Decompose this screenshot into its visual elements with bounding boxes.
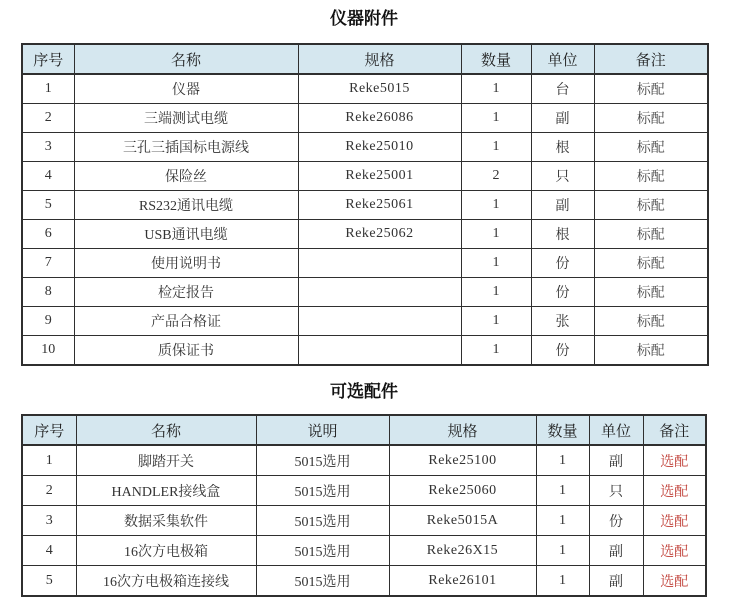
table-cell: 3	[22, 133, 74, 162]
table-cell: 1	[461, 220, 531, 249]
table-cell: 标配	[594, 104, 708, 133]
table-cell: Reke25001	[298, 162, 461, 191]
table-row	[22, 104, 708, 133]
table-cell: 16次方电极箱	[76, 536, 256, 566]
column-header: 备注	[643, 415, 706, 445]
table-cell	[298, 307, 461, 336]
table-row	[22, 249, 708, 278]
table-cell: 1	[22, 74, 74, 104]
table-cell: 张	[531, 307, 594, 336]
table-cell: Reke5015A	[389, 506, 536, 536]
table-cell: 台	[531, 74, 594, 104]
table-row	[22, 74, 708, 104]
table-cell: 1	[461, 278, 531, 307]
table-cell: 标配	[594, 191, 708, 220]
table-cell: 1	[461, 104, 531, 133]
table-cell: 选配	[643, 506, 706, 536]
table-cell: 2	[22, 476, 76, 506]
table-cell: 选配	[643, 536, 706, 566]
table-cell: USB通讯电缆	[74, 220, 298, 249]
table-row	[22, 476, 706, 506]
column-header: 单位	[531, 44, 594, 74]
table-cell: 1	[536, 566, 589, 597]
column-header: 名称	[74, 44, 298, 74]
table-cell: 16次方电极箱连接线	[76, 566, 256, 597]
table-cell: 1	[22, 445, 76, 476]
table-cell: 副	[589, 536, 643, 566]
table-cell: Reke26X15	[389, 536, 536, 566]
table-cell: 1	[461, 249, 531, 278]
table-cell: 根	[531, 220, 594, 249]
table-cell: 份	[531, 336, 594, 366]
table-cell: 5015选用	[256, 506, 389, 536]
table-cell: 8	[22, 278, 74, 307]
column-header: 规格	[298, 44, 461, 74]
table-cell: 6	[22, 220, 74, 249]
table-cell: 5015选用	[256, 566, 389, 597]
table-cell: 选配	[643, 445, 706, 476]
column-header: 说明	[256, 415, 389, 445]
table-cell: 标配	[594, 336, 708, 366]
table-cell: 2	[461, 162, 531, 191]
table-cell: 1	[536, 536, 589, 566]
table-cell: 副	[589, 445, 643, 476]
table-row	[22, 307, 708, 336]
table-row	[22, 336, 708, 366]
accessories-header-row	[22, 44, 708, 74]
table-cell: 1	[461, 74, 531, 104]
optional-table-title: 可选配件	[330, 382, 398, 401]
table-row	[22, 506, 706, 536]
table-cell: 份	[531, 249, 594, 278]
table-cell: 份	[589, 506, 643, 536]
table-cell: Reke25100	[389, 445, 536, 476]
table-cell: 三孔三插国标电源线	[74, 133, 298, 162]
accessories-table-title: 仪器附件	[330, 9, 398, 28]
column-header: 备注	[594, 44, 708, 74]
accessories-table	[21, 43, 709, 366]
table-cell: 5015选用	[256, 536, 389, 566]
table-cell: RS232通讯电缆	[74, 191, 298, 220]
table-cell: 产品合格证	[74, 307, 298, 336]
table-cell: 标配	[594, 74, 708, 104]
table-cell: 只	[531, 162, 594, 191]
column-header: 数量	[461, 44, 531, 74]
table-cell: Reke25061	[298, 191, 461, 220]
column-header: 名称	[76, 415, 256, 445]
table-cell: 3	[22, 506, 76, 536]
table-cell: 数据采集软件	[76, 506, 256, 536]
table-cell: 标配	[594, 162, 708, 191]
table-cell: 质保证书	[74, 336, 298, 366]
table-cell: 检定报告	[74, 278, 298, 307]
table-cell: 份	[531, 278, 594, 307]
table-cell: 副	[531, 191, 594, 220]
table-cell: 脚踏开关	[76, 445, 256, 476]
table-cell: HANDLER接线盒	[76, 476, 256, 506]
column-header: 规格	[389, 415, 536, 445]
table-cell	[298, 278, 461, 307]
optional-header-row	[22, 415, 706, 445]
table-cell: 1	[536, 445, 589, 476]
table-cell: 5015选用	[256, 445, 389, 476]
table-cell: 1	[536, 506, 589, 536]
table-cell: 三端测试电缆	[74, 104, 298, 133]
table-cell: 标配	[594, 307, 708, 336]
column-header: 序号	[22, 44, 74, 74]
table-cell	[298, 336, 461, 366]
table-cell: 保险丝	[74, 162, 298, 191]
table-cell: 5015选用	[256, 476, 389, 506]
table-cell: 副	[589, 566, 643, 597]
table-cell	[298, 249, 461, 278]
table-row	[22, 220, 708, 249]
column-header: 数量	[536, 415, 589, 445]
table-cell: 1	[461, 336, 531, 366]
table-row	[22, 536, 706, 566]
table-cell: 1	[536, 476, 589, 506]
table-row	[22, 566, 706, 597]
table-cell: 选配	[643, 476, 706, 506]
table-cell: Reke5015	[298, 74, 461, 104]
table-cell: 4	[22, 162, 74, 191]
table-cell: 5	[22, 566, 76, 597]
table-cell: 10	[22, 336, 74, 366]
table-cell: 1	[461, 307, 531, 336]
table-cell: 副	[531, 104, 594, 133]
table-row	[22, 191, 708, 220]
table-cell: 根	[531, 133, 594, 162]
table-cell: 标配	[594, 220, 708, 249]
table-cell: 7	[22, 249, 74, 278]
table-row	[22, 162, 708, 191]
table-cell: Reke25060	[389, 476, 536, 506]
table-cell: 只	[589, 476, 643, 506]
table-cell: 标配	[594, 278, 708, 307]
table-cell: 1	[461, 133, 531, 162]
table-cell: Reke26086	[298, 104, 461, 133]
column-header: 序号	[22, 415, 76, 445]
table-row	[22, 278, 708, 307]
table-cell: 标配	[594, 133, 708, 162]
table-cell: Reke25062	[298, 220, 461, 249]
column-header: 单位	[589, 415, 643, 445]
table-cell: 仪器	[74, 74, 298, 104]
table-row	[22, 445, 706, 476]
table-cell: 使用说明书	[74, 249, 298, 278]
optional-table	[21, 414, 707, 597]
table-cell: Reke26101	[389, 566, 536, 597]
table-cell: 9	[22, 307, 74, 336]
table-cell: 2	[22, 104, 74, 133]
table-cell: 选配	[643, 566, 706, 597]
table-cell: Reke25010	[298, 133, 461, 162]
table-row	[22, 133, 708, 162]
table-cell: 标配	[594, 249, 708, 278]
table-cell: 4	[22, 536, 76, 566]
table-cell: 5	[22, 191, 74, 220]
table-cell: 1	[461, 191, 531, 220]
